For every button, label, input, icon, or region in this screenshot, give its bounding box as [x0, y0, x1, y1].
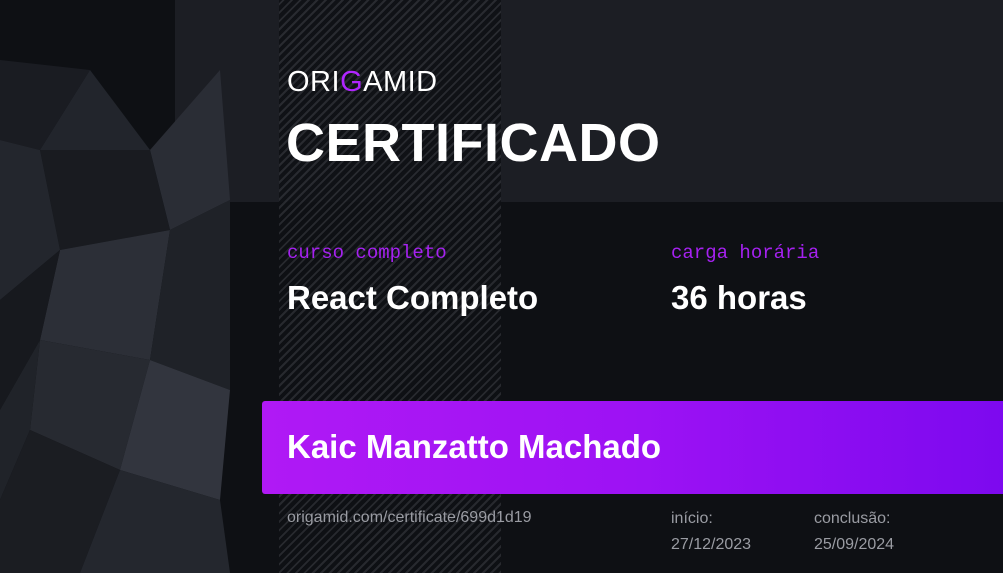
origamid-logo — [287, 66, 438, 98]
course-name: React Completo — [287, 279, 539, 316]
polygon-fox-illustration — [0, 0, 230, 573]
logo-text-suffix: AMID — [363, 65, 438, 98]
logo-text-prefix: ORI — [287, 65, 341, 98]
hours-value: 36 horas — [671, 279, 807, 316]
student-name: Kaic Manzatto Machado — [287, 428, 662, 465]
end-label: conclusão: — [814, 510, 891, 527]
start-label: início: — [671, 510, 713, 527]
end-date: 25/09/2024 — [814, 536, 895, 553]
certificate-title: CERTIFICADO — [286, 113, 661, 173]
course-label: curso completo — [287, 242, 447, 264]
logo-text-accent: G — [340, 65, 364, 98]
hours-label: carga horária — [671, 242, 820, 264]
start-date: 27/12/2023 — [671, 536, 752, 553]
certificate-url[interactable]: origamid.com/certificate/699d1d19 — [287, 509, 532, 526]
